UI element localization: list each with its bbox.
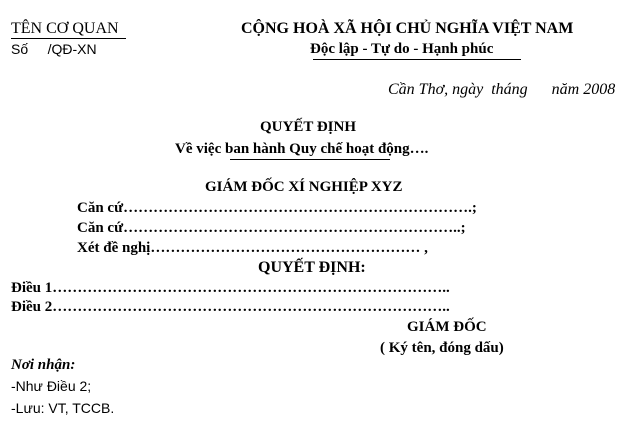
national-title: CỘNG HOÀ XÃ HỘI CHỦ NGHĨA VIỆT NAM <box>241 20 574 37</box>
decision-heading: QUYẾT ĐỊNH <box>260 119 356 135</box>
decides-heading: QUYẾT ĐỊNH: <box>258 259 366 276</box>
legal-basis-2: Căn cứ…………………………………………………………..; <box>77 220 466 236</box>
recipients-label: Nơi nhận: <box>11 357 76 373</box>
article-1: Điều 1…………………………………………………………………….. <box>11 280 450 296</box>
national-motto: Độc lập - Tự do - Hạnh phúc <box>310 41 494 57</box>
proposal-basis: Xét đề nghị……………………………………………… , <box>77 240 428 256</box>
issuer-title: GIÁM ĐỐC XÍ NGHIỆP XYZ <box>205 179 403 195</box>
legal-basis-1: Căn cứ…………………………………………………………….; <box>77 200 477 216</box>
motto-underline <box>313 59 521 60</box>
agency-name: TÊN CƠ QUAN <box>11 20 119 37</box>
recipient-2: -Lưu: VT, TCCB. <box>11 400 115 416</box>
article-2: Điều 2…………………………………………………………………….. <box>11 299 450 315</box>
subject-underline <box>230 159 390 160</box>
signature-title: GIÁM ĐỐC <box>407 319 487 335</box>
signature-note: ( Ký tên, đóng dấu) <box>380 340 504 356</box>
decision-subject: Về việc ban hành Quy chế hoạt động…. <box>175 141 429 157</box>
document-number: Số /QĐ-XN <box>11 41 97 57</box>
place-and-date: Cần Thơ, ngày tháng năm 2008 <box>388 81 616 98</box>
agency-underline <box>11 38 126 39</box>
recipient-1: -Như Điều 2; <box>11 378 92 394</box>
